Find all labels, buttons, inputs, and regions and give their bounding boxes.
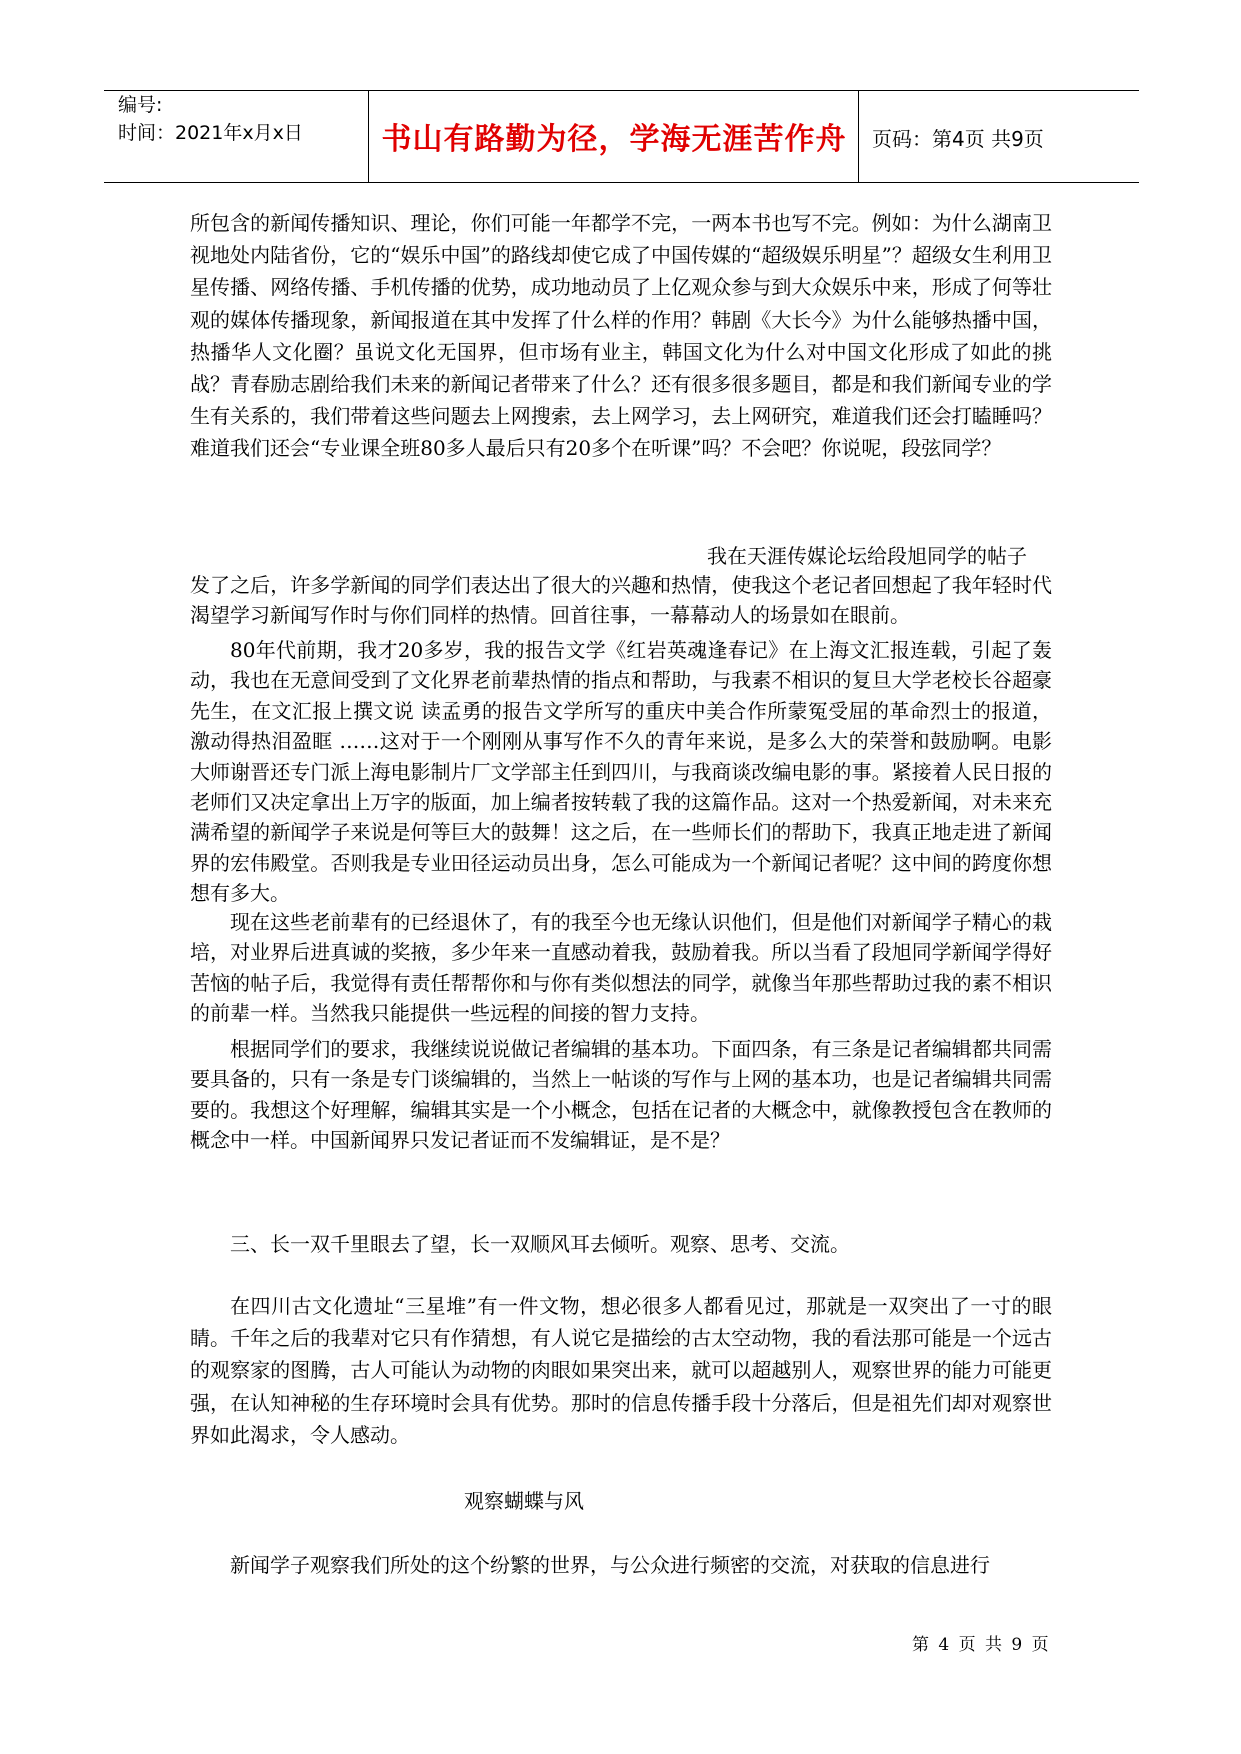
section-heading-3: 三、长一双千里眼去了望，长一双顺风耳去倾听。观察、思考、交流。 [230,1232,850,1256]
header-divider-right [858,90,859,183]
paragraph-2: 发了之后，许多学新闻的同学们表达出了很大的兴趣和热情，使我这个老记者回想起了我年轻时代渴望学习新闻写作时与你们同样的热情。回首往事，一幕幕动人的场景如在眼前。 [190,573,1052,628]
paragraph-7: 新闻学子观察我们所处的这个纷繁的世界，与公众进行频密的交流，对获取的信息进行 [230,1553,990,1577]
header-motto: 书山有路勤为径，学海无涯苦作舟 [381,122,847,157]
header-bottom-rule [104,182,1139,183]
header-divider-left [368,90,369,183]
paragraph-4: 现在这些老前辈有的已经退休了，有的我至今也无缘认识他们，但是他们对新闻学子精心的栽培，对业界后进真诚的奖掖，多少年来一直感动着我，鼓励着我。所以当看了段旭同学新闻学得好苦恼的帖子后，我觉得有责任帮帮你和与你有类似想法的同学，就像当年那些帮助过我的素不相识的前辈一样。当然我只能提供一些远程的间接的智力支持。 [190,910,1052,1026]
header-page-code: 页码：第4页 共9页 [872,127,1044,151]
document-number-label: 编号: [118,94,163,116]
paragraph-2-first-line: 我在天涯传媒论坛给段旭同学的帖子 [707,544,1027,568]
header-meta [118,91,368,147]
paragraph-3: 80年代前期，我才20多岁，我的报告文学《红岩英魂逢春记》在上海文汇报连载，引起了轰动，我也在无意间受到了文化界老前辈热情的指点和帮助，与我素不相识的复旦大学老校长谷超豪先生，在文汇报上撰文说 读孟勇的报告文学所写的重庆中美合作所蒙冤受屈的革命烈士的报道，激动得热泪盈眶 ……这对于一个刚刚从事写作不久的青年来说，是多么大的荣誉和鼓励啊。电影大师谢晋还专门派上海电影制片厂文学部主任到四川，与我商谈改编电影的事。紧接着人民日报的老师们又决定拿出上万字的版面，加上编者按转载了我的这篇作品。这对一个热爱新闻，对未来充满希望的新闻学子来说是何等巨大的鼓舞！这之后，在一些师长们的帮助下，我真正地走进了新闻界的宏伟殿堂。否则我是专业田径运动员出身，怎么可能成为一个新闻记者呢？这中间的跨度你想想有多大。 [190,638,1052,906]
document-time-label: 时间：2021年x月x日 [118,122,303,144]
paragraph-5: 根据同学们的要求，我继续说说做记者编辑的基本功。下面四条，有三条是记者编辑都共同需要具备的，只有一条是专门谈编辑的，当然上一帖谈的写作与上网的基本功，也是记者编辑共同需要的。我想这个好理解，编辑其实是一个小概念，包括在记者的大概念中，就像教授包含在教师的概念中一样。中国新闻界只发记者证而不发编辑证，是不是？ [190,1037,1052,1153]
footer-page-number: 第 4 页 共 9 页 [912,1635,1049,1655]
subheading-butterfly-wind: 观察蝴蝶与风 [464,1489,584,1513]
paragraph-1: 所包含的新闻传播知识、理论，你们可能一年都学不完，一两本书也写不完。例如：为什么湖南卫视地处内陆省份，它的“娱乐中国”的路线却使它成了中国传媒的“超级娱乐明星”？超级女生利用卫星传播、网络传播、手机传播的优势，成功地动员了上亿观众参与到大众娱乐中来，形成了何等壮观的媒体传播现象，新闻报道在其中发挥了什么样的作用？韩剧《大长今》为什么能够热播中国，热播华人文化圈？虽说文化无国界，但市场有业主，韩国文化为什么对中国文化形成了如此的挑战？青春励志剧给我们未来的新闻记者带来了什么？还有很多很多题目，都是和我们新闻专业的学生有关系的，我们带着这些问题去上网搜索，去上网学习，去上网研究，难道我们还会打瞌睡吗？难道我们还会“专业课全班80多人最后只有20多个在听课”吗？不会吧？你说呢，段弦同学？ [190,211,1052,461]
paragraph-6: 在四川古文化遗址“三星堆”有一件文物，想必很多人都看见过，那就是一双突出了一寸的眼睛。千年之后的我辈对它只有作猜想，有人说它是描绘的古太空动物，我的看法那可能是一个远古的观察家的图腾，古人可能认为动物的肉眼如果突出来，就可以超越别人，观察世界的能力可能更强，在认知神秘的生存环境时会具有优势。那时的信息传播手段十分落后，但是祖先们却对观察世界如此渴求，令人感动。 [190,1294,1052,1447]
